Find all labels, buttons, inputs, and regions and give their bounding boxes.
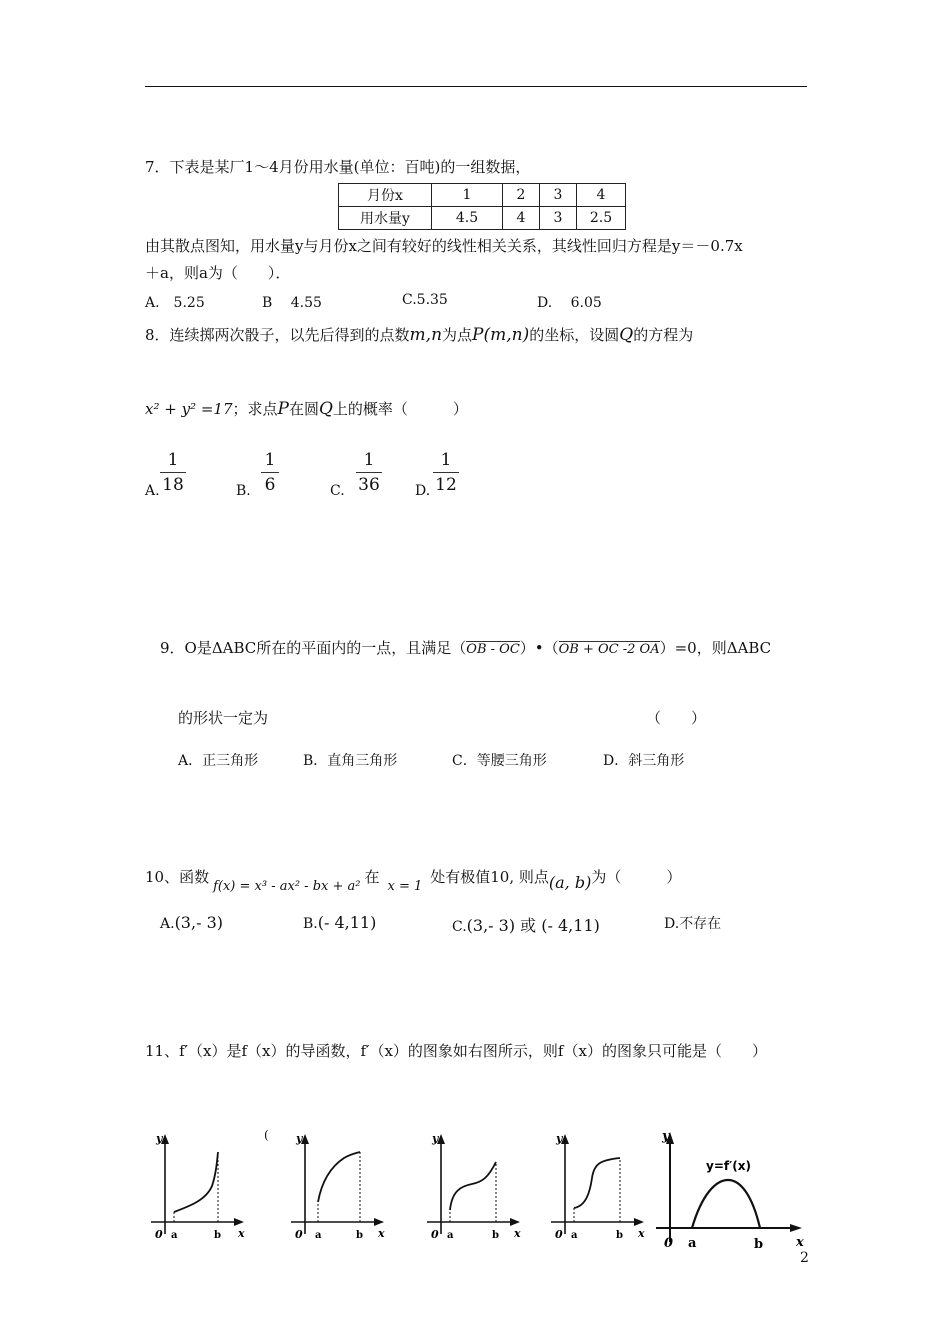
x-axis-label: x [796,1235,804,1250]
q8-point: P(m,n) [472,325,530,345]
option-label: B. [303,916,318,932]
q8-option-b-fraction [261,450,279,495]
curve-b [318,1152,360,1202]
q8-stem-text: 的方程为 [633,326,694,344]
q9-stem-text: ）•（ [519,639,559,657]
q8-stem-text: 的坐标，设圆 [529,326,620,344]
origin-label: 0 [295,1228,303,1241]
table-cell: 月份x [339,184,432,207]
option-label: C. [452,919,467,935]
table-cell: 4 [577,184,626,207]
derivative-curve [692,1180,760,1228]
y-axis-label: y [296,1132,303,1145]
header-rule [145,86,807,87]
origin-label: 0 [431,1228,439,1241]
q9-stem-text: 9．O是ΔABC所在的平面内的一点，且满足（ [160,639,467,657]
option-label: D. [664,916,680,932]
q8-option-a-fraction [160,450,186,495]
q8-point-name: P [277,399,289,419]
option-value: 不存在 [679,916,722,932]
q7-option-c: C.5.35 [402,292,448,308]
table-cell: 2 [503,184,540,207]
table-cell: 4 [503,207,540,230]
q8-stem [145,324,693,345]
x-axis-label: x [238,1227,245,1240]
q9-answer-paren: （ ） [646,709,707,727]
origin-label: 0 [664,1236,674,1251]
derivative-graph [648,1124,808,1254]
a-label: a [171,1230,178,1241]
q9-stem [160,637,771,658]
q7-option-d: D. 6.05 [537,295,602,311]
y-axis-label: y [556,1132,563,1145]
q8-option-d-label: D. [415,483,431,499]
table-cell: 1 [432,184,503,207]
q10-option-a [160,913,223,932]
q7-stem: 7．下表是某厂1～4月份用水量(单位：百吨)的一组数据， [145,158,531,176]
q8-option-b-label: B. [236,483,251,499]
fraction-numerator: 1 [264,450,276,470]
curve-d [574,1158,620,1208]
q10-option-c [452,913,600,936]
q9-option-a: A．正三角形 [178,753,259,769]
option-value: (3,- 3) 或 (- 4,11) [466,916,600,935]
fraction-denominator: 6 [264,475,276,495]
q8-circle-name: Q [318,399,333,419]
table-cell: 用水量y [339,207,432,230]
q8-option-a-label: A. [145,483,160,499]
q8-option-d-fraction [433,450,459,495]
curve-a [174,1152,218,1212]
table-cell: 3 [540,207,577,230]
water-usage-table [338,183,626,230]
q10-x-value: x = 1 [387,879,423,894]
q8-equation: x² + y² =17 [145,400,233,418]
page-number: 2 [800,1250,809,1266]
table-cell: 3 [540,184,577,207]
b-label: b [214,1230,221,1241]
derivative-label: y=f′(x) [706,1159,751,1173]
y-axis-label: y [662,1129,670,1144]
option-label: A. [160,916,175,932]
q10-point: (a, b) [548,873,592,892]
a-label: a [688,1236,697,1251]
option-value: (3,- 3) [174,913,223,932]
q10-stem-text: 为（ ） [591,868,682,886]
b-label: b [754,1237,764,1252]
a-label: a [571,1230,578,1241]
q8-ask [145,398,468,419]
q10-option-b [303,913,376,932]
q8-stem-text: 8．连续掷两次骰子，以先后得到的点数 [145,326,410,344]
q8-ask-text: 在圆 [288,400,319,418]
fraction-denominator: 12 [435,475,457,495]
q9-option-d: D．斜三角形 [603,753,685,769]
origin-label: 0 [555,1228,563,1241]
table-cell: 2.5 [577,207,626,230]
a-label: a [315,1230,322,1241]
q9-option-b: B．直角三角形 [303,753,398,769]
q10-option-d [664,913,721,933]
q10-stem-text: 10、函数 [145,868,210,886]
q8-option-c-fraction [356,450,382,495]
table-row [339,207,626,230]
q9-option-c: C．等腰三角形 [452,753,547,769]
table-row [339,184,626,207]
a-label: a [447,1230,454,1241]
b-label: b [356,1230,363,1241]
y-axis-label: y [156,1132,163,1145]
q10-stem [145,866,682,894]
q8-stem-text: 为点 [442,326,473,344]
fraction-numerator: 1 [363,450,375,470]
graph-option-b [288,1128,388,1246]
q7-option-a: A. 5.25 [145,295,205,311]
b-label: b [616,1230,623,1241]
fraction-numerator: 1 [440,450,452,470]
q10-stem-text: 在 [364,868,380,886]
fraction-numerator: 1 [167,450,179,470]
q9-vector-expression: OB + OC -2 OA [558,642,660,657]
q10-function: f(x) = x³ - ax² - bx + a² [213,879,361,894]
fraction-denominator: 36 [358,475,380,495]
q9-vector-expression: OB - OC [466,642,520,657]
q7-line1: 由其散点图知，用水量y与月份x之间有较好的线性相关关系，其线性回归方程是y＝－0.7x [145,237,743,255]
fraction-denominator: 18 [162,475,184,495]
q7-line2: ＋a，则a为（ ）． [145,264,291,282]
b-label: b [492,1230,499,1241]
q9-stem-text: ）=0，则ΔABC [659,639,772,657]
q8-ask-text: 上的概率（ ） [332,400,468,418]
q7-option-b: B 4.55 [262,295,322,311]
q8-ask-text: ；求点 [232,400,278,418]
option-value: (- 4,11) [317,913,377,932]
table-cell: 4.5 [432,207,503,230]
q10-stem-text: 处有极值10, 则点 [430,868,549,886]
q9-line2: 的形状一定为 [178,709,269,727]
graph-option-d [548,1128,648,1246]
graph-option-a [148,1128,248,1246]
origin-label: 0 [155,1228,163,1241]
q11-stem: 11、f′（x）是f（x）的导函数，f′（x）的图象如右图所示，则f（x）的图象只可能是（ ） [145,1042,767,1060]
graph-option-c [424,1128,524,1246]
x-axis-label: x [514,1227,521,1240]
q8-mn: m,n [409,325,443,345]
curve-c [450,1162,496,1210]
x-axis-label: x [638,1227,645,1240]
stray-mark: ( [264,1128,269,1142]
q8-option-c-label: C. [330,483,345,499]
y-axis-label: y [432,1132,439,1145]
x-axis-label: x [378,1227,385,1240]
q8-circle-name: Q [619,325,634,345]
